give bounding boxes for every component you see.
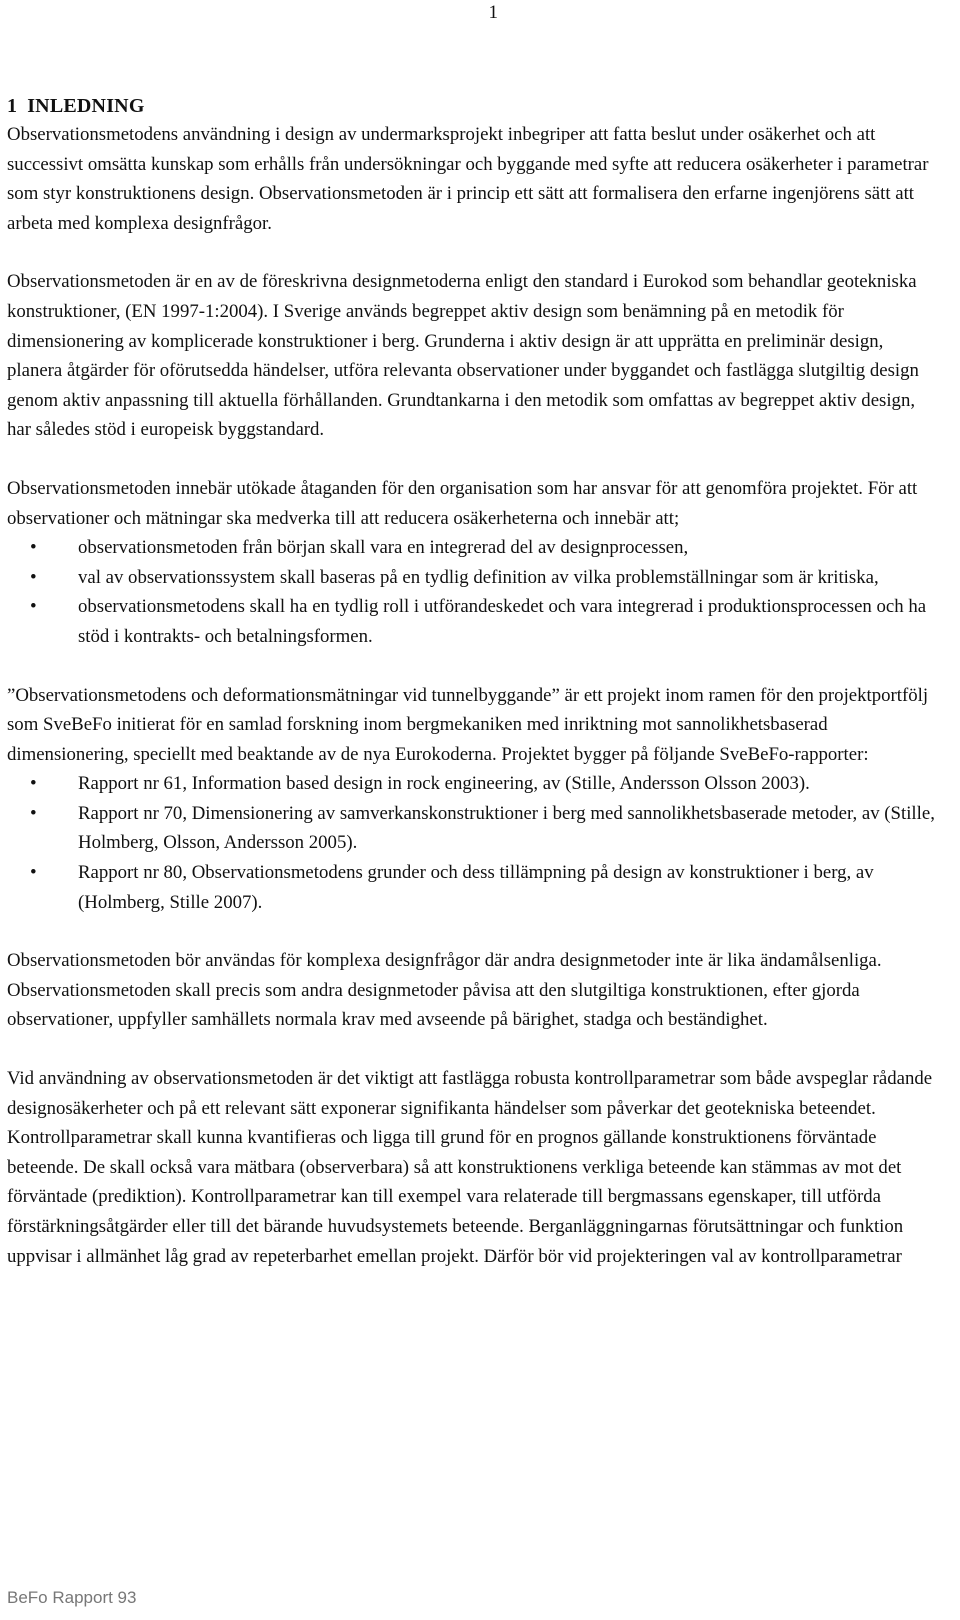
list-item: • Rapport nr 80, Observationsmetodens grunder och dess tillämpning på design av konstruktioner i berg, av (Holmberg, Stille 2007). bbox=[7, 858, 942, 917]
list-item: • Rapport nr 61, Information based design in rock engineering, av (Stille, Andersson Olsson 2003). bbox=[7, 769, 942, 799]
requirements-list bbox=[7, 533, 942, 651]
list-item: • observationsmetoden från början skall vara en integrerad del av designprocessen, bbox=[7, 533, 942, 563]
list-item: • val av observationssystem skall baseras på en tydlig definition av vilka problemställningar som är kritiska, bbox=[7, 563, 942, 593]
list-item: • Rapport nr 70, Dimensionering av samverkanskonstruktioner i berg med sannolikhetsbaserade metoder, av (Stille, Holmberg, Olsson, Andersson 2005). bbox=[7, 799, 942, 858]
paragraph-intro: Observationsmetodens användning i design av undermarksprojekt inbegriper att fatta beslut under osäkerhet och att successivt omsätta kunskap som erhålls från undersökningar och byggande med syfte att reducera osäkerheter i parametrar som styr konstruktionens design. Observationsmetoden är i princip ett sätt att formalisera den erfarne ingenjörens sätt att arbeta med komplexa designfrågor. bbox=[7, 124, 929, 234]
document-body bbox=[7, 92, 942, 1271]
reports-list bbox=[7, 769, 942, 917]
section-title: INLEDNING bbox=[27, 95, 145, 117]
section-number: 1 bbox=[7, 95, 18, 117]
page-number: 1 bbox=[488, 2, 498, 23]
section-heading bbox=[7, 92, 942, 120]
paragraph-control-parameters: Vid användning av observationsmetoden är det viktigt att fastlägga robusta kontrollparametrar som både avspeglar rådande designosäkerheter och på ett relevant sätt exponerar signifikanta händelser som påverkar det geotekniska beteendet. Kontrollparametrar skall kunna kvantifieras och ligga till grund för en prognos gällande konstruktionens förväntade beteende. De skall också vara mätbara (observerbara) så att konstruktionens verkliga beteende kan stämmas av mot det förväntade (prediktion). Kontrollparametrar kan till exempel vara relaterade till bergmassans egenskaper, till utförda förstärkningsåtgärder eller till det bärande huvudsystemets beteende. Berganläggningarnas förutsättningar och funktion uppvisar i allmänhet låg grad av repeterbarhet emellan projekt. Därför bör vid projekteringen val av kontrollparametrar bbox=[7, 1068, 933, 1267]
paragraph-eurokod: Observationsmetoden är en av de föreskrivna designmetoderna enligt den standard i Eurokod som behandlar geotekniska konstruktioner, (EN 1997-1:2004). I Sverige används begreppet aktiv design som benämning på en metodik för dimensionering av komplicerade konstruktioner i berg. Grunderna i aktiv design är att upprätta en preliminär design, planera åtgärder för oförutsedda händelser, utföra relevanta observationer under byggandet och fastlägga slutgiltig design genom aktiv anpassning till aktuella förhållanden. Grundtankarna i den metodik som omfattas av begreppet aktiv design, har således stöd i europeisk byggstandard. bbox=[7, 271, 919, 441]
paragraph-usage: Observationsmetoden bör användas för komplexa designfrågor där andra designmetoder inte är lika ändamålsenliga. Observationsmetoden skall precis som andra designmetoder påvisa att den slutgiltiga konstruktionen, efter gjorda observationer, uppfyller samhällets normala krav med avseende på bärighet, stadga och beständighet. bbox=[7, 950, 882, 1031]
paragraph-commitments: Observationsmetoden innebär utökade åtaganden för den organisation som har ansvar för att genomföra projektet. För att observationer och mätningar ska medverka till att reducera osäkerheterna och innebär att; bbox=[7, 477, 918, 529]
paragraph-project: ”Observationsmetodens och deformationsmätningar vid tunnelbyggande” är ett projekt inom ramen för den projektportfölj som SveBeFo initierat för en samlad forskning inom bergmekaniken med inriktning mot sannolikhetsbaserad dimensionering, speciellt med beaktande av de nya Eurokoderna. Projektet bygger på följande SveBeFo-rapporter: bbox=[7, 684, 929, 765]
list-item: • observationsmetodens skall ha en tydlig roll i utförandeskedet och vara integrerad i produktionsprocessen och ha stöd i kontrakts- och betalningsformen. bbox=[7, 592, 942, 651]
footer-report-label: BeFo Rapport 93 bbox=[7, 1588, 137, 1607]
